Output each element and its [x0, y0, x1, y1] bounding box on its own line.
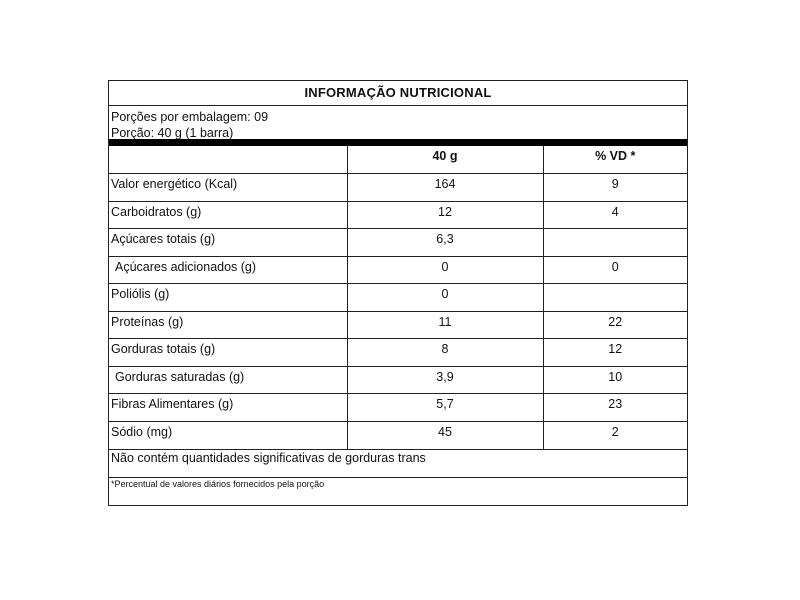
table-row — [109, 311, 687, 339]
header-nutrient — [109, 146, 347, 174]
nutrient-amount: 11 — [347, 311, 543, 339]
table-row — [109, 256, 687, 284]
header-daily-value: % VD * — [543, 146, 687, 174]
nutrient-daily-value: 0 — [543, 256, 687, 284]
nutrient-name: Sódio (mg) — [109, 421, 347, 449]
table-header-row — [109, 146, 687, 174]
table-row — [109, 394, 687, 422]
servings-per-package: Porções por embalagem: 09 — [111, 110, 269, 124]
nutrient-daily-value: 2 — [543, 421, 687, 449]
nutrient-name: Carboidratos (g) — [109, 201, 347, 229]
nutrient-daily-value: 22 — [543, 311, 687, 339]
table-row — [109, 421, 687, 449]
table-row — [109, 174, 687, 202]
nutrient-daily-value: 23 — [543, 394, 687, 422]
nutrient-name: Gorduras saturadas (g) — [109, 366, 347, 394]
serving-info — [109, 106, 687, 146]
table-row — [109, 366, 687, 394]
nutrient-amount: 0 — [347, 284, 543, 312]
nutrient-amount: 6,3 — [347, 229, 543, 257]
nutrient-name: Gorduras totais (g) — [109, 339, 347, 367]
nutrient-daily-value — [543, 284, 687, 312]
nutrient-name: Valor energético (Kcal) — [109, 174, 347, 202]
nutrient-daily-value: 9 — [543, 174, 687, 202]
nutrient-table — [109, 146, 687, 449]
nutrient-amount: 164 — [347, 174, 543, 202]
serving-size: Porção: 40 g (1 barra) — [111, 126, 234, 140]
nutrient-daily-value: 4 — [543, 201, 687, 229]
nutrient-name: Açúcares totais (g) — [109, 229, 347, 257]
nutrient-name: Proteínas (g) — [109, 311, 347, 339]
nutrient-amount: 12 — [347, 201, 543, 229]
nutrient-daily-value: 10 — [543, 366, 687, 394]
nutrient-name: Poliólis (g) — [109, 284, 347, 312]
nutrient-name: Fibras Alimentares (g) — [109, 394, 347, 422]
nutrient-amount: 5,7 — [347, 394, 543, 422]
nutrient-daily-value: 12 — [543, 339, 687, 367]
nutrient-amount: 3,9 — [347, 366, 543, 394]
table-row — [109, 284, 687, 312]
table-row — [109, 339, 687, 367]
trans-fat-note: Não contém quantidades significativas de gorduras trans — [109, 449, 687, 477]
table-row — [109, 201, 687, 229]
nutrient-amount: 8 — [347, 339, 543, 367]
nutrient-daily-value — [543, 229, 687, 257]
daily-value-footnote: *Percentual de valores diários fornecidos pela porção — [109, 477, 687, 505]
header-amount: 40 g — [347, 146, 543, 174]
table-row — [109, 229, 687, 257]
nutrient-amount: 0 — [347, 256, 543, 284]
nutrition-facts-label — [108, 80, 688, 506]
label-title: INFORMAÇÃO NUTRICIONAL — [109, 81, 687, 106]
nutrient-name: Açúcares adicionados (g) — [109, 256, 347, 284]
nutrient-amount: 45 — [347, 421, 543, 449]
